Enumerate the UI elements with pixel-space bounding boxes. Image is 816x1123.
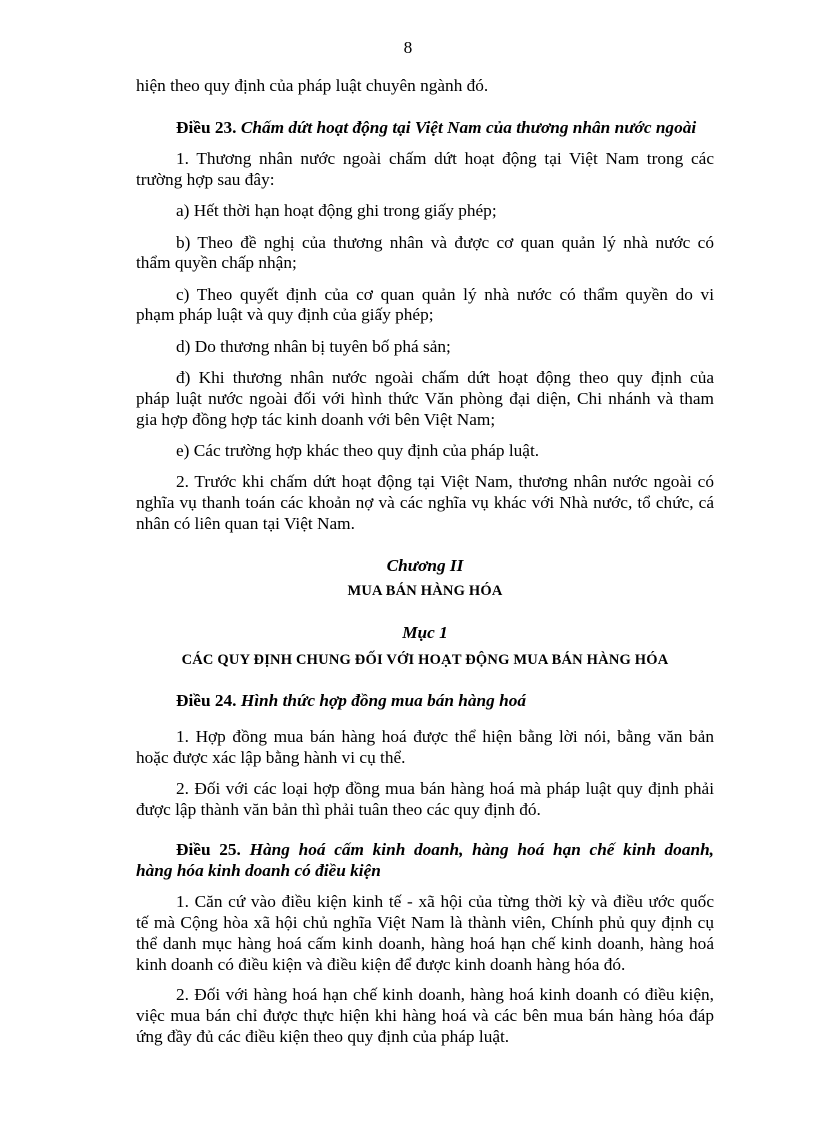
text-line: hoặc được xác lập bằng hành vi cụ thể. <box>136 748 406 767</box>
article-label: Điều 25. <box>176 840 241 859</box>
article-label: Điều 23. <box>176 118 237 137</box>
article-label: Điều 24. <box>176 691 237 710</box>
text-line: 2. Trước khi chấm dứt hoạt động tại Việt Nam, thương nhân nước ngoài có <box>176 472 714 491</box>
text-line: 1. Căn cứ vào điều kiện kinh tế - xã hội của từng thời kỳ và điều ước quốc <box>176 892 714 911</box>
article-title-continued: hàng hóa kinh doanh có điều kiện <box>136 861 381 880</box>
text-line: kinh doanh có điều kiện và điều kiện để được kinh doanh hàng hóa đó. <box>136 955 626 974</box>
text-line: pháp luật nước ngoài đối với hình thức Văn phòng đại diện, Chi nhánh và tham <box>136 389 714 408</box>
text-line: phạm pháp luật và quy định của giấy phép; <box>136 305 434 324</box>
text-line: trường hợp sau đây: <box>136 170 275 189</box>
text-line: 2. Đối với hàng hoá hạn chế kinh doanh, hàng hoá kinh doanh có điều kiện, <box>176 985 714 1004</box>
text-line: đ) Khi thương nhân nước ngoài chấm dứt hoạt động theo quy định của <box>176 368 714 387</box>
chapter-title: MUA BÁN HÀNG HÓA <box>347 583 503 599</box>
text-line: được lập thành văn bản thì phải tuân theo các quy định đó. <box>136 800 541 819</box>
text-line: gia hợp đồng hợp tác kinh doanh với bên Việt Nam; <box>136 410 496 429</box>
chapter-heading: Chương II <box>386 556 464 575</box>
text-line: b) Theo đề nghị của thương nhân và được cơ quan quản lý nhà nước có <box>176 233 714 252</box>
text-line: thẩm quyền chấp nhận; <box>136 253 297 272</box>
text-line: d) Do thương nhân bị tuyên bố phá sản; <box>176 337 451 356</box>
text-line: e) Các trường hợp khác theo quy định của pháp luật. <box>176 441 540 460</box>
article-title: Hàng hoá cấm kinh doanh, hàng hoá hạn chế kinh doanh, <box>249 840 715 859</box>
section-title: CÁC QUY ĐỊNH CHUNG ĐỐI VỚI HOẠT ĐỘNG MUA BÁN HÀNG HÓA <box>181 652 669 668</box>
text-line: ứng đầy đủ các điều kiện theo quy định của pháp luật. <box>136 1027 510 1046</box>
text-line: c) Theo quyết định của cơ quan quản lý nhà nước có thẩm quyền do vi <box>176 285 714 304</box>
article-23-heading <box>176 118 714 138</box>
article-title: Chấm dứt hoạt động tại Việt Nam của thương nhân nước ngoài <box>240 118 697 137</box>
article-title: Hình thức hợp đồng mua bán hàng hoá <box>240 691 526 710</box>
text-line: tế mà Cộng hòa xã hội chủ nghĩa Việt Nam là thành viên, Chính phủ quy định cụ <box>136 913 714 932</box>
article-24-heading <box>176 691 714 711</box>
text-line: nghĩa vụ thanh toán các khoản nợ và các nghĩa vụ khác với Nhà nước, tổ chức, cá <box>136 493 714 512</box>
text-line: 2. Đối với các loại hợp đồng mua bán hàng hoá mà pháp luật quy định phải <box>176 779 714 798</box>
text-line: a) Hết thời hạn hoạt động ghi trong giấy phép; <box>176 201 497 220</box>
page-number: 8 <box>403 38 413 57</box>
text-line: nhân có liên quan tại Việt Nam. <box>136 514 355 533</box>
article-25-heading <box>176 840 714 860</box>
text-line: hiện theo quy định của pháp luật chuyên ngành đó. <box>136 76 489 95</box>
section-heading: Mục 1 <box>402 623 448 642</box>
text-line: 1. Thương nhân nước ngoài chấm dứt hoạt động tại Việt Nam trong các <box>176 149 714 168</box>
text-line: việc mua bán chỉ được thực hiện khi hàng hoá và các bên mua bán hàng hóa đáp <box>136 1006 714 1025</box>
text-line: 1. Hợp đồng mua bán hàng hoá được thể hiện bằng lời nói, bằng văn bản <box>176 727 714 746</box>
text-line: thể danh mục hàng hoá cấm kinh doanh, hàng hoá hạn chế kinh doanh, hàng hoá <box>136 934 714 953</box>
